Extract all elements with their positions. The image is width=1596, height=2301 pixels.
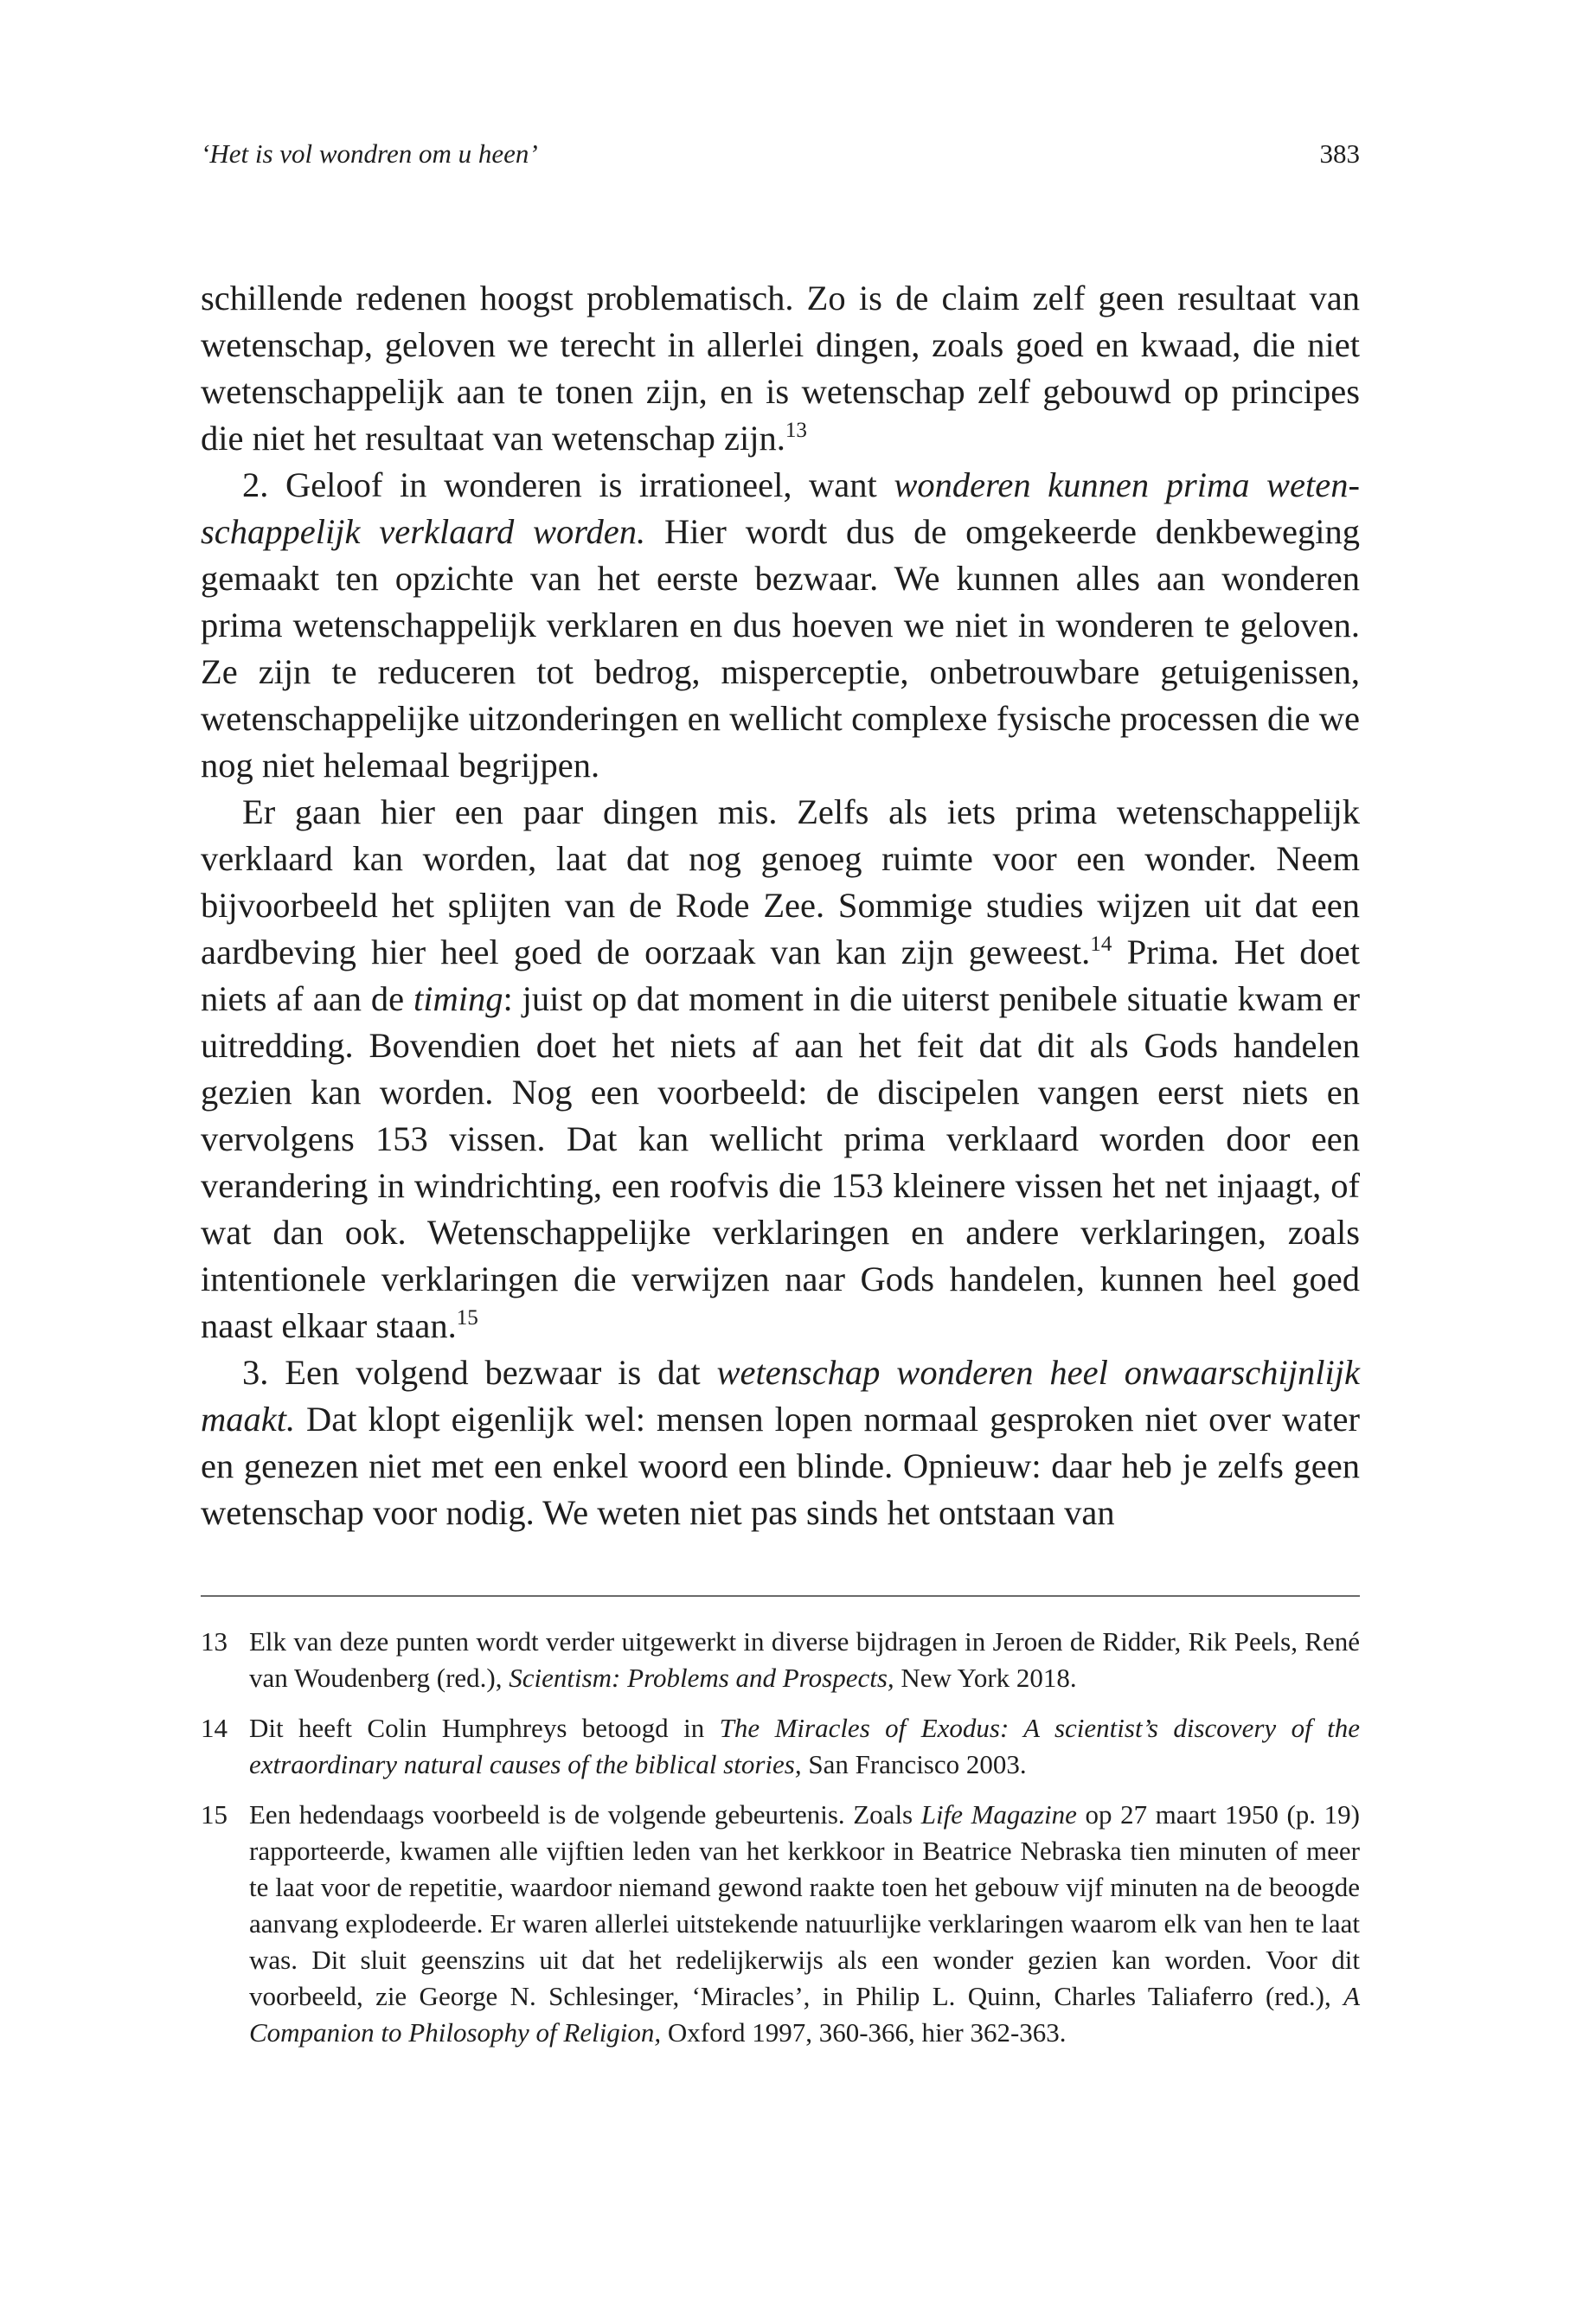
- footnote-15: [201, 1797, 1360, 2051]
- running-head: [201, 138, 1360, 182]
- footnote-text: [249, 1624, 1360, 1696]
- footnote-divider: [201, 1595, 1360, 1597]
- paragraph-3-text-b: Prima. Het doet niets af aan de: [201, 933, 1360, 1018]
- footnote-number: 13: [201, 1626, 228, 1657]
- paragraph-1: [201, 275, 1360, 462]
- footnote-number: 14: [201, 1713, 228, 1743]
- footnote-number: 15: [201, 1799, 228, 1830]
- footnote-ref-15[interactable]: 15: [456, 1305, 478, 1330]
- footnote-text-b: New York 2018.: [894, 1663, 1077, 1693]
- paragraph-4-text-b: Dat klopt eigenlijk wel: mensen lopen normaal gesproken niet over water en genezen niet met een enkel woord een blinde. Opnieuw: daar heb je zelfs geen wetenschap voor nodig. We weten niet pas sinds het ontstaan van: [201, 1400, 1360, 1532]
- footnotes: [201, 1624, 1360, 2065]
- body-text: [201, 275, 1360, 1536]
- paragraph-2: [201, 462, 1360, 789]
- footnote-title: A Companion to Philosophy of Religion,: [249, 1981, 1360, 2048]
- paragraph-4: [201, 1349, 1360, 1536]
- paragraph-3: [201, 789, 1360, 1349]
- footnote-text-b: op 27 maart 1950 (p. 19) rapporteerde, kwamen alle vijftien leden van het kerkkoor in Beatrice Nebraska tien minuten of meer te laat voor de repetitie, waardoor niemand gewond raakte toen het gebouw vijf minuten na de beoogde aanvang explodeerde. Er waren allerlei uitstekende natuurlijke verklaringen waarom elk van hen te laat was. Dit sluit geenszins uit dat het redelijkerwijs als een wonder gezien kan worden. Voor dit voorbeeld, zie George N. Schlesinger, ‘Miracles’, in Philip L. Quinn, Charles Taliaferro (red.),: [249, 1799, 1360, 2011]
- paragraph-3-text-a: Er gaan hier een paar dingen mis. Zelfs als iets prima wetenschappelijk verklaard kan worden, laat dat nog genoeg ruimte voor een wonder. Neem bijvoorbeeld het splijten van de Rode Zee. Sommige studies wijzen uit dat een aardbeving hier heel goed de oorzaak van kan zijn geweest.: [201, 792, 1360, 971]
- footnote-text: [249, 1710, 1360, 1783]
- paragraph-3-text-c: : juist op dat moment in die uiterst penibele situatie kwam er uitredding. Bovendien doet het niets af aan het feit dat dit als Gods handelen gezien kan worden. Nog een voorbeeld: de discipelen vangen eerst niets en vervolgens 153 vissen. Dat kan wellicht prima verklaard worden door een verandering in windrichting, een roofvis die 153 kleinere vissen het net injaagt, of wat dan ook. Wetenschappelijke verklaringen en andere verklaringen, zoals intentionele verklaringen die verwijzen naar Gods handelen, kunnen heel goed naast elkaar staan.: [201, 979, 1360, 1345]
- running-title: ‘Het is vol wondren om u heen’: [201, 138, 538, 169]
- footnote-title: The Miracles of Exodus: A scientist’s discovery of the extraordinary natural causes of the biblical stories,: [249, 1713, 1360, 1779]
- paragraph-1-text: schillende redenen hoogst problematisch. Zo is de claim zelf geen resultaat van wetenschap, geloven we terecht in allerlei dingen, zoals goed en kwaad, die niet wetenschappelijk aan te tonen zijn, en is wetenschap zelf gebouwd op principes die niet het resultaat van wetenschap zijn.: [201, 279, 1360, 458]
- footnote-ref-14[interactable]: 14: [1090, 932, 1112, 956]
- footnote-text-c: Oxford 1997, 360-366, hier 362-363.: [661, 2017, 1067, 2048]
- footnote-14: [201, 1710, 1360, 1783]
- paragraph-2-emphasis: wonderen kunnen prima wetenschappelijk verklaard worden.: [201, 465, 1360, 551]
- paragraph-4-emphasis: wetenschap wonderen heel onwaarschijnlijk maakt.: [201, 1353, 1360, 1439]
- footnote-text-a: Elk van deze punten wordt verder uitgewerkt in diverse bijdragen in Jeroen de Ridder, Rik Peels, René van Woudenberg (red.),: [249, 1626, 1360, 1693]
- footnote-title: Scientism: Problems and Prospects,: [509, 1663, 894, 1693]
- paragraph-4-text-a: 3. Een volgend bezwaar is dat: [242, 1353, 717, 1392]
- footnote-13: [201, 1624, 1360, 1696]
- footnote-text-a: Dit heeft Colin Humphreys betoogd in: [249, 1713, 720, 1743]
- paragraph-2-text-b: Hier wordt dus de omgekeerde denkbeweging gemaakt ten opzichte van het eerste bezwaar. We kunnen alles aan wonderen prima wetenschappelijk verklaren en dus hoeven we niet in wonderen te geloven. Ze zijn te reduceren tot bedrog, misperceptie, onbetrouwbare getuigenissen, wetenschappelijke uitzonderingen en wellicht complexe fysische processen die we nog niet helemaal begrijpen.: [201, 512, 1360, 785]
- footnote-title: Life Magazine: [920, 1799, 1077, 1830]
- footnote-text-b: San Francisco 2003.: [801, 1749, 1027, 1779]
- paragraph-3-emphasis: timing: [413, 979, 503, 1018]
- footnote-text-a: Een hedendaags voorbeeld is de volgende gebeurtenis. Zoals: [249, 1799, 921, 1830]
- paragraph-2-text-a: 2. Geloof in wonderen is irrationeel, want: [242, 465, 894, 504]
- footnote-ref-13[interactable]: 13: [785, 418, 807, 442]
- footnote-text: [249, 1797, 1360, 2051]
- page-number: 383: [1319, 138, 1360, 169]
